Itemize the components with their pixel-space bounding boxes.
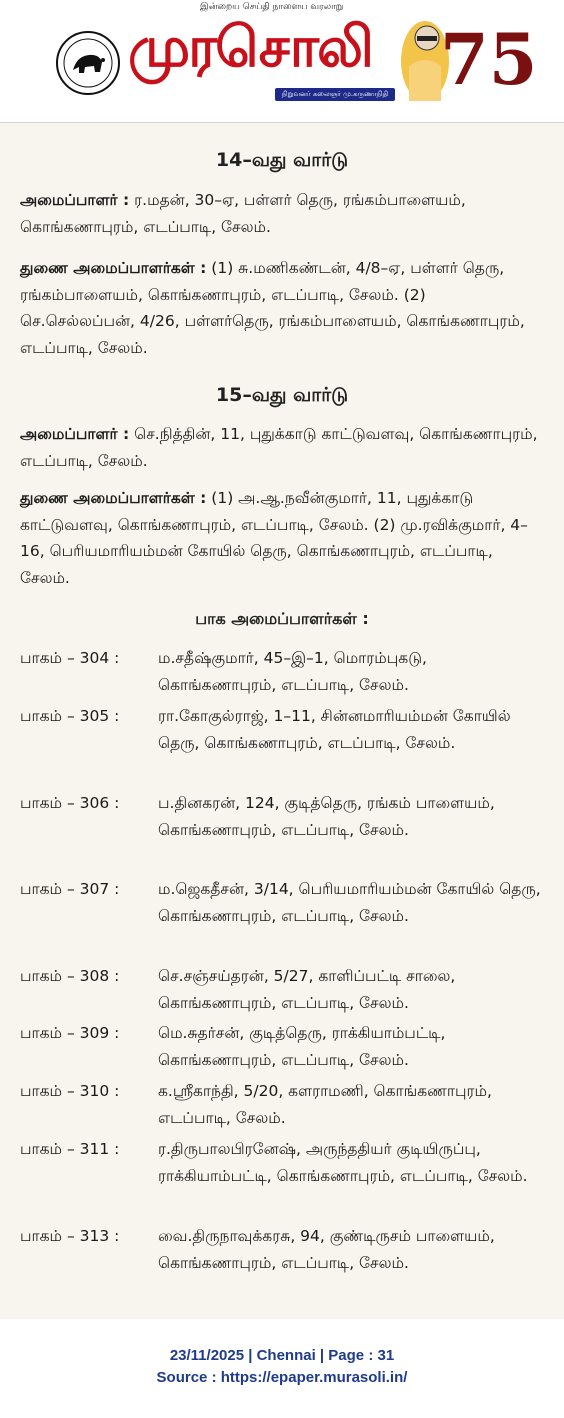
booth-text: ப.தினகரன், 124, குடித்தெரு, ரங்கம் பாளையம், கொங்கணாபுரம், எடப்பாடி, சேலம். bbox=[158, 794, 495, 839]
booth-label: பாகம் – 305 : bbox=[20, 707, 120, 725]
booth-text: ர.திருபாலபிரனேஷ், அருந்ததியர் குடியிருப்பு, ராக்கியாம்பட்டி, கொங்கணாபுரம், எடப்பாடி, சேலம். bbox=[158, 1140, 528, 1185]
organizer-label: அமைப்பாளர் : bbox=[20, 425, 130, 443]
organizer-label: அமைப்பாளர் : bbox=[20, 191, 130, 209]
masthead-tagline: இன்றைய செய்தி நாளைய வரலாறு bbox=[200, 2, 344, 12]
masthead-subtitle: நிறுவனர் கலைஞர் மு.கருணாநிதி bbox=[275, 88, 395, 101]
ward-14-heading: 14–வது வார்டு bbox=[215, 149, 349, 171]
booth-text: க.ஸ்ரீகாந்தி, 5/20, களராமணி, கொங்கணாபுரம், எடப்பாடி, சேலம். bbox=[158, 1082, 492, 1127]
ward-15-heading: 15–வது வார்டு bbox=[215, 384, 349, 406]
party-emblem-icon bbox=[55, 30, 121, 96]
jubilee-number: 75 bbox=[440, 18, 538, 101]
booth-label: பாகம் – 306 : bbox=[20, 794, 120, 812]
booth-label: பாகம் – 304 : bbox=[20, 649, 120, 667]
ward-15-organizer bbox=[20, 421, 544, 474]
booth-text: ம.ஜெகதீசன், 3/14, பெரியமாரியம்மன் கோயில் தெரு, கொங்கணாபுரம், எடப்பாடி, சேலம். bbox=[158, 880, 541, 925]
ward-14-deputies bbox=[20, 255, 544, 361]
booth-label: பாகம் – 310 : bbox=[20, 1082, 120, 1100]
booth-text: செ.சஞ்சய்தரன், 5/27, காளிப்பட்டி சாலை, கொங்கணாபுரம், எடப்பாடி, சேலம். bbox=[158, 967, 456, 1012]
deputy-text: (1) அ.ஆ.நவீன்குமார், 11, புதுக்காடு காட்டுவளவு, கொங்கணாபுரம், எடப்பாடி, சேலம். (2) மு.ரவிக்குமார், 4–16, பெரியமாரியம்மன் கோயில் தெரு, கொங்கணாபுரம், எடப்பாடி, சேலம். bbox=[20, 489, 528, 587]
booth-label: பாகம் – 307 : bbox=[20, 880, 120, 898]
booth-label: பாகம் – 309 : bbox=[20, 1024, 120, 1042]
article-body bbox=[0, 122, 564, 1319]
jubilee-75-emblem bbox=[395, 6, 538, 106]
masthead bbox=[0, 0, 564, 118]
ward-15-deputies bbox=[20, 485, 544, 591]
booth-text: மெ.சுதர்சன், குடித்தெரு, ராக்கியாம்பட்டி, கொங்கணாபுரம், எடப்பாடி, சேலம். bbox=[158, 1024, 446, 1069]
booth-organizers-heading: பாக அமைப்பாளர்கள் : bbox=[195, 609, 369, 628]
deputy-text: (1) சு.மணிகண்டன், 4/8–ஏ, பள்ளர் தெரு, ரங்கம்பாளையம், கொங்கணாபுரம், எடப்பாடி, சேலம். (2) செ.செல்லப்பன், 4/26, பள்ளர்தெரு, ரங்கம்பாளையம், கொங்கணாபுரம், எடப்பாடி, சேலம். bbox=[20, 259, 525, 357]
booth-text: ம.சதீஷ்குமார், 45–இ–1, மொரம்புகடு, கொங்கணாபுரம், எடப்பாடி, சேலம். bbox=[158, 649, 427, 694]
booth-label: பாகம் – 313 : bbox=[20, 1227, 120, 1245]
booth-label: பாகம் – 308 : bbox=[20, 967, 120, 985]
booth-text: வை.திருநாவுக்கரசு, 94, குண்டிருசம் பாளையம், கொங்கணாபுரம், எடப்பாடி, சேலம். bbox=[158, 1227, 495, 1272]
masthead-logo: முரசொலி bbox=[128, 15, 372, 80]
deputy-label: துணை அமைப்பாளர்கள் : bbox=[20, 489, 207, 507]
organizer-text: ர.மதன், 30–ஏ, பள்ளர் தெரு, ரங்கம்பாளையம், கொங்கணாபுரம், எடப்பாடி, சேலம். bbox=[20, 191, 466, 236]
organizer-text: செ.நித்தின், 11, புதுக்காடு காட்டுவளவு, கொங்கணாபுரம், எடப்பாடி, சேலம். bbox=[20, 425, 538, 470]
footer-date-line: 23/11/2025 | Chennai | Page : 31 bbox=[169, 1347, 395, 1364]
deputy-label: துணை அமைப்பாளர்கள் : bbox=[20, 259, 207, 277]
booth-label: பாகம் – 311 : bbox=[20, 1140, 120, 1158]
footer-source-line: Source : https://epaper.murasoli.in/ bbox=[156, 1369, 408, 1386]
ward-14-organizer bbox=[20, 187, 544, 240]
booth-text: ரா.கோகுல்ராஜ், 1–11, சின்னமாரியம்மன் கோயில் தெரு, கொங்கணாபுரம், எடப்பாடி, சேலம். bbox=[158, 707, 511, 752]
